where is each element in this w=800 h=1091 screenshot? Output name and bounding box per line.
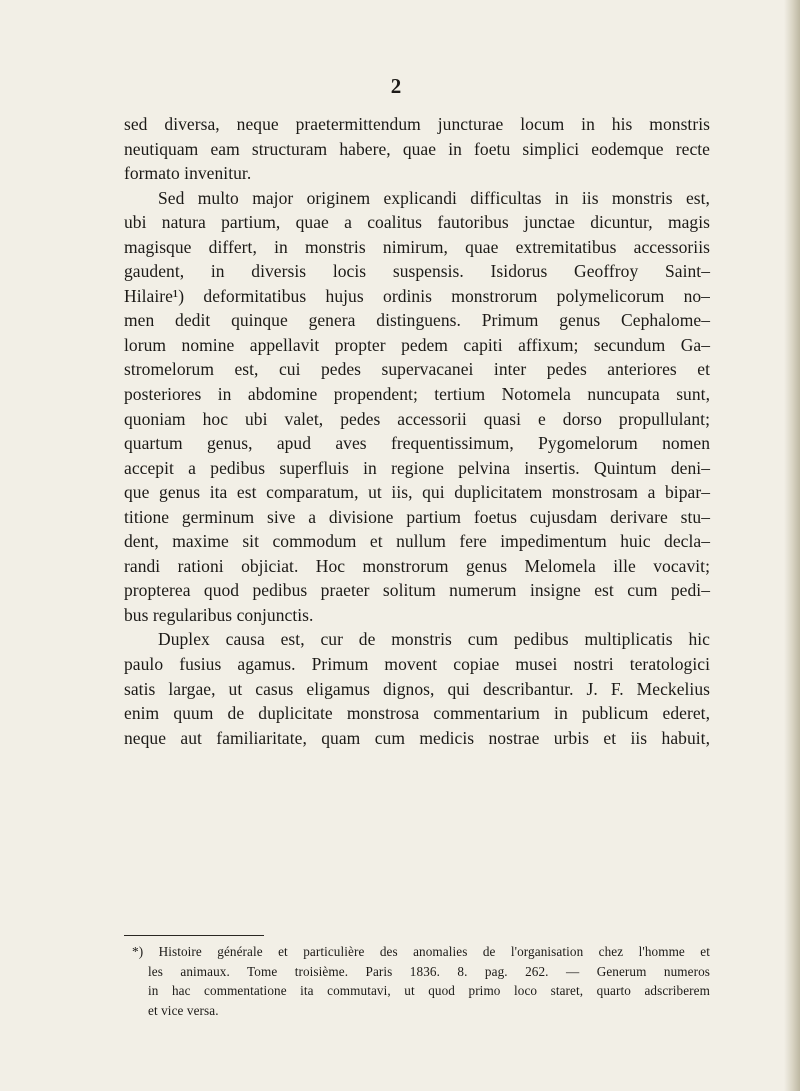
text-line: bus regularibus conjunctis. [124,604,314,625]
text-line: Hilaire¹) deformitatibus hujus ordinis monstrorum polymelicorum no– [124,285,710,306]
text-line: men dedit quinque genera distinguens. Primum genus Cephalome– [124,310,710,331]
text-line: Sed multo major originem explicandi difficultas in iis monstris est, [158,187,710,208]
page-number: 2 [390,74,402,98]
text-line: sed diversa, neque praetermittendum juncturae locum in his monstris [124,114,710,134]
text-line: gaudent, in diversis locis suspensis. Isidorus Geoffroy Saint– [124,261,710,282]
page-edge-shadow [784,0,800,1091]
text-line: quoniam hoc ubi valet, pedes accessorii quasi e dorso propullulant; [124,408,710,429]
text-line: magisque differt, in monstris nimirum, quae extremitatibus accessoriis [124,236,710,257]
text-line: dent, maxime sit commodum et nullum fere impedimentum huic decla– [124,531,710,552]
text-line: ubi natura partium, quae a coalitus fautoribus junctae dicuntur, magis [124,212,710,233]
text-line: paulo fusius agamus. Primum movent copiae musei nostri teratologici [124,654,710,675]
text-line: neque aut familiaritate, quam cum medicis nostrae urbis et iis habuit, [124,727,710,748]
text-line: enim quum de duplicitate monstrosa commentarium in publicum ederet, [124,703,710,724]
text-line: stromelorum est, cui pedes supervacanei inter pedes anteriores et [124,359,710,380]
text-line: que genus ita est comparatum, ut iis, qui duplicitatem monstrosam a bipar– [124,482,710,503]
footnote-line: les animaux. Tome troisième. Paris 1836. 8. pag. 262. — Generum numeros [148,963,710,979]
text-line: propterea quod pedibus praeter solitum numerum insigne est cum pedi– [124,580,710,601]
main-text [124,112,710,750]
footnote-line: in hac commentatione ita commutavi, ut quod primo loco staret, quarto adscriberem [148,983,710,999]
text-line: neutiquam eam structuram habere, quae in foetu simplici eodemque recte [124,138,710,159]
footnote-line: *) Histoire générale et particulière des anomalies de l'organisation chez l'homme et [132,944,710,959]
text-line: randi rationi objiciat. Hoc monstrorum genus Melomela ille vocavit; [124,555,710,576]
text-line: posteriores in abdomine propendent; tertium Notomela nuncupata sunt, [124,384,710,405]
footnote-line: et vice versa. [148,1002,219,1018]
footnote [124,942,710,1020]
footnote-separator [124,935,264,936]
text-line: accepit a pedibus superfluis in regione pelvina insertis. Quintum deni– [124,457,710,478]
text-line: titione germinum sive a divisione partium foetus cujusdam derivare stu– [124,506,710,527]
text-line: quartum genus, apud aves frequentissimum, Pygomelorum nomen [124,433,710,454]
text-line: Duplex causa est, cur de monstris cum pedibus multiplicatis hic [158,629,710,650]
text-line: satis largae, ut casus eligamus dignos, qui describantur. J. F. Meckelius [124,678,710,699]
text-line: lorum nomine appellavit propter pedem capiti affixum; secundum Ga– [124,334,710,355]
text-line: formato invenitur. [124,163,252,184]
